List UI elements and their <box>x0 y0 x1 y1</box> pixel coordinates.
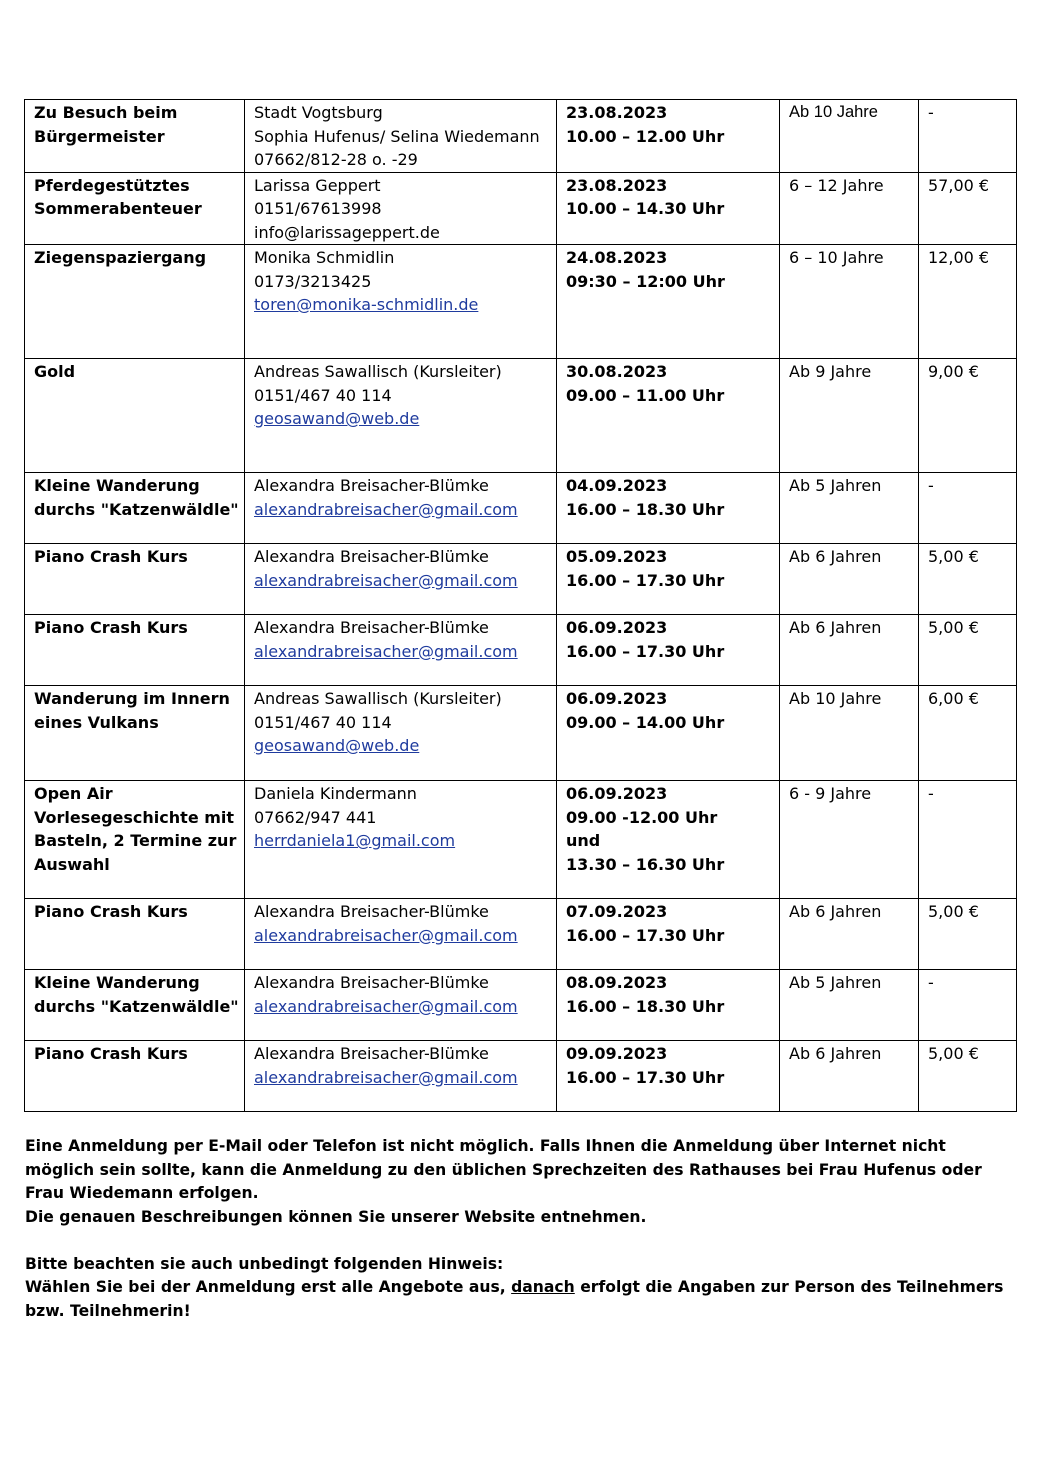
event-title: Piano Crash Kurs <box>34 1044 188 1063</box>
event-time: 09:30 – 12:00 Uhr <box>566 271 725 291</box>
date-cell <box>557 1041 780 1112</box>
event-date: 24.08.2023 <box>566 248 668 267</box>
event-title: Sommerabenteuer <box>34 199 202 218</box>
notes-line <box>25 1276 1015 1300</box>
price-cell <box>919 899 1017 970</box>
date-cell <box>557 970 780 1041</box>
event-date: 09.09.2023 <box>566 1044 668 1063</box>
contact-line: 0151/67613998 <box>254 199 382 218</box>
event-time: 16.00 – 17.30 Uhr <box>566 570 725 590</box>
age-cell <box>780 473 919 544</box>
notes-line: Bitte beachten sie auch unbedingt folgenden Hinweis: <box>25 1254 504 1273</box>
event-title: Kleine Wanderung <box>34 476 200 495</box>
contact-line: Stadt Vogtsburg <box>254 103 383 122</box>
contact-email-link[interactable]: alexandrabreisacher@gmail.com <box>254 1067 518 1087</box>
age-cell <box>780 686 919 781</box>
event-date: 08.09.2023 <box>566 973 668 992</box>
price-cell <box>919 544 1017 615</box>
age-cell <box>780 899 919 970</box>
date-cell <box>557 473 780 544</box>
age-range: Ab 5 Jahren <box>789 973 882 992</box>
table-row <box>25 686 1017 781</box>
contact-cell <box>245 686 557 781</box>
date-cell <box>557 686 780 781</box>
price-cell <box>919 970 1017 1041</box>
contact-cell <box>245 970 557 1041</box>
event-date: 05.09.2023 <box>566 547 668 566</box>
age-cell <box>780 615 919 686</box>
contact-email-link[interactable]: alexandrabreisacher@gmail.com <box>254 996 518 1016</box>
age-range: Ab 6 Jahren <box>789 1044 882 1063</box>
table-row <box>25 899 1017 970</box>
notes-line: Eine Anmeldung per E-Mail oder Telefon ist nicht möglich. Falls Ihnen die Anmeldung über Internet nicht <box>25 1137 946 1155</box>
age-range: Ab 5 Jahren <box>789 476 882 495</box>
price-cell <box>919 781 1017 899</box>
date-cell <box>557 615 780 686</box>
event-title-cell <box>25 615 245 686</box>
event-title: Gold <box>34 362 76 381</box>
price-cell <box>919 100 1017 173</box>
price: 5,00 € <box>928 902 979 921</box>
event-title-cell <box>25 100 245 173</box>
price: 9,00 € <box>928 362 979 381</box>
table-row <box>25 1041 1017 1112</box>
age-range: Ab 6 Jahren <box>789 618 882 637</box>
event-time: 16.00 – 17.30 Uhr <box>566 1067 725 1087</box>
price: 57,00 € <box>928 175 990 195</box>
age-range: Ab 9 Jahre <box>789 362 872 381</box>
event-date: 23.08.2023 <box>566 175 668 195</box>
price: - <box>928 476 934 495</box>
date-cell <box>557 245 780 359</box>
event-title: Piano Crash Kurs <box>34 902 188 921</box>
contact-cell <box>245 172 557 245</box>
price-cell <box>919 245 1017 359</box>
price: 5,00 € <box>928 547 979 566</box>
date-cell <box>557 100 780 173</box>
contact-line: Daniela Kindermann <box>254 784 417 803</box>
contact-email-link[interactable]: alexandrabreisacher@gmail.com <box>254 925 518 945</box>
event-title-cell <box>25 899 245 970</box>
event-title: Zu Besuch beim <box>34 103 178 122</box>
price: - <box>928 103 934 122</box>
event-time: 16.00 – 18.30 Uhr <box>566 499 725 519</box>
event-title: Wanderung im Innern <box>34 689 230 708</box>
event-time: 09.00 – 11.00 Uhr <box>566 385 725 405</box>
contact-email-link[interactable]: alexandrabreisacher@gmail.com <box>254 499 518 519</box>
age-range: Ab 10 Jahre <box>789 689 882 708</box>
age-range: 6 – 10 Jahre <box>789 248 884 267</box>
event-date: 06.09.2023 <box>566 689 668 708</box>
event-title: Auswahl <box>34 854 110 874</box>
event-title: Bürgermeister <box>34 126 165 146</box>
event-title: Vorlesegeschichte mit <box>34 807 235 827</box>
age-cell <box>780 245 919 359</box>
price-cell <box>919 686 1017 781</box>
event-title: durchs "Katzenwäldle" <box>34 996 239 1016</box>
event-title: Piano Crash Kurs <box>34 618 188 637</box>
contact-line: Alexandra Breisacher-Blümke <box>254 1044 489 1063</box>
table-row <box>25 100 1017 173</box>
contact-line: 07662/812-28 o. -29 <box>254 150 418 169</box>
table-row <box>25 245 1017 359</box>
contact-line: Andreas Sawallisch (Kursleiter) <box>254 689 502 708</box>
event-title: Pferdegestütztes <box>34 175 190 195</box>
contact-line: Alexandra Breisacher-Blümke <box>254 902 489 921</box>
price-cell <box>919 172 1017 245</box>
contact-email-link[interactable]: geosawand@web.de <box>254 409 420 428</box>
table-row <box>25 359 1017 473</box>
contact-cell <box>245 781 557 899</box>
date-cell <box>557 544 780 615</box>
event-date: 23.08.2023 <box>566 103 668 122</box>
table-row <box>25 473 1017 544</box>
table-row <box>25 544 1017 615</box>
event-time: 16.00 – 17.30 Uhr <box>566 925 725 945</box>
event-date: 06.09.2023 <box>566 618 668 637</box>
age-range: Ab 10 Jahre <box>789 103 878 121</box>
event-date: 07.09.2023 <box>566 902 668 921</box>
events-table <box>24 99 1017 1112</box>
age-range: 6 - 9 Jahre <box>789 784 872 803</box>
contact-cell <box>245 544 557 615</box>
contact-line: 0173/3213425 <box>254 271 372 291</box>
contact-cell <box>245 615 557 686</box>
contact-cell <box>245 245 557 359</box>
price: 5,00 € <box>928 618 979 637</box>
contact-line: Larissa Geppert <box>254 175 381 195</box>
event-title-cell <box>25 172 245 245</box>
contact-line: Alexandra Breisacher-Blümke <box>254 547 489 566</box>
age-cell <box>780 1041 919 1112</box>
price: 5,00 € <box>928 1044 979 1063</box>
event-title-cell <box>25 781 245 899</box>
contact-line: 07662/947 441 <box>254 807 377 827</box>
contact-line: Monika Schmidlin <box>254 248 395 267</box>
date-cell <box>557 172 780 245</box>
contact-email-link[interactable]: herrdaniela1@gmail.com <box>254 831 456 850</box>
notes-line: Die genauen Beschreibungen können Sie unserer Website entnehmen. <box>25 1207 647 1226</box>
notes-line: bzw. Teilnehmerin! <box>25 1301 191 1320</box>
notes-line: möglich sein sollte, kann die Anmeldung zu den üblichen Sprechzeiten des Rathauses bei Frau Hufenus oder <box>25 1160 982 1179</box>
event-date: 04.09.2023 <box>566 476 668 495</box>
event-title: durchs "Katzenwäldle" <box>34 499 239 519</box>
contact-line: Alexandra Breisacher-Blümke <box>254 476 489 495</box>
registration-notes <box>25 1135 1015 1323</box>
event-time: 16.00 – 18.30 Uhr <box>566 996 725 1016</box>
price-cell <box>919 615 1017 686</box>
event-title: Ziegenspaziergang <box>34 248 207 267</box>
notes-text: erfolgt die Angaben zur Person des Teilnehmers <box>574 1278 1004 1296</box>
event-title-cell <box>25 1041 245 1112</box>
contact-cell <box>245 100 557 173</box>
price: - <box>928 973 934 992</box>
age-range: Ab 6 Jahren <box>789 902 882 921</box>
notes-line: Frau Wiedemann erfolgen. <box>25 1184 259 1202</box>
contact-line: Alexandra Breisacher-Blümke <box>254 618 489 637</box>
contact-cell <box>245 359 557 473</box>
price: 6,00 € <box>928 689 979 708</box>
contact-email-link[interactable]: toren@monika-schmidlin.de <box>254 295 479 314</box>
event-title: Piano Crash Kurs <box>34 547 188 566</box>
contact-line: Andreas Sawallisch (Kursleiter) <box>254 362 502 381</box>
age-cell <box>780 100 919 173</box>
event-title-cell <box>25 473 245 544</box>
table-row <box>25 172 1017 245</box>
price-cell <box>919 1041 1017 1112</box>
table-row <box>25 615 1017 686</box>
age-range: 6 – 12 Jahre <box>789 175 884 195</box>
event-date: 06.09.2023 <box>566 784 668 803</box>
event-date: 30.08.2023 <box>566 362 668 381</box>
event-time: 13.30 – 16.30 Uhr <box>566 854 725 874</box>
event-title-cell <box>25 245 245 359</box>
event-title-cell <box>25 544 245 615</box>
age-range: Ab 6 Jahren <box>789 547 882 566</box>
event-time: 09.00 -12.00 Uhr <box>566 807 718 827</box>
price-cell <box>919 359 1017 473</box>
date-cell <box>557 899 780 970</box>
event-time: 10.00 – 12.00 Uhr <box>566 126 725 146</box>
price: 12,00 € <box>928 248 990 267</box>
price-cell <box>919 473 1017 544</box>
age-cell <box>780 781 919 899</box>
date-cell <box>557 781 780 899</box>
event-title: Open Air <box>34 784 113 803</box>
age-cell <box>780 359 919 473</box>
contact-line: Sophia Hufenus/ Selina Wiedemann <box>254 126 540 146</box>
age-cell <box>780 172 919 245</box>
table-row <box>25 970 1017 1041</box>
contact-line: info@larissageppert.de <box>254 222 440 242</box>
notes-emphasis: danach <box>511 1278 575 1296</box>
event-title-cell <box>25 970 245 1041</box>
event-time: 16.00 – 17.30 Uhr <box>566 641 725 661</box>
event-time: und <box>566 831 601 850</box>
contact-email-link[interactable]: alexandrabreisacher@gmail.com <box>254 641 518 661</box>
event-title: Kleine Wanderung <box>34 973 200 992</box>
notes-text: Wählen Sie bei der Anmeldung erst alle Angebote aus, <box>25 1278 512 1296</box>
price: - <box>928 784 934 803</box>
date-cell <box>557 359 780 473</box>
event-title: eines Vulkans <box>34 712 159 732</box>
age-cell <box>780 544 919 615</box>
contact-cell <box>245 1041 557 1112</box>
event-title-cell <box>25 686 245 781</box>
table-row <box>25 781 1017 899</box>
contact-cell <box>245 473 557 544</box>
event-title: Basteln, 2 Termine zur <box>34 831 237 850</box>
event-time: 09.00 – 14.00 Uhr <box>566 712 725 732</box>
events-table-body <box>25 100 1017 1112</box>
contact-line: 0151/467 40 114 <box>254 385 392 405</box>
contact-email-link[interactable]: alexandrabreisacher@gmail.com <box>254 570 518 590</box>
age-cell <box>780 970 919 1041</box>
contact-line: Alexandra Breisacher-Blümke <box>254 973 489 992</box>
contact-cell <box>245 899 557 970</box>
notes-spacer <box>25 1229 1015 1253</box>
contact-email-link[interactable]: geosawand@web.de <box>254 736 420 755</box>
event-time: 10.00 – 14.30 Uhr <box>566 199 725 218</box>
event-title-cell <box>25 359 245 473</box>
contact-line: 0151/467 40 114 <box>254 712 392 732</box>
